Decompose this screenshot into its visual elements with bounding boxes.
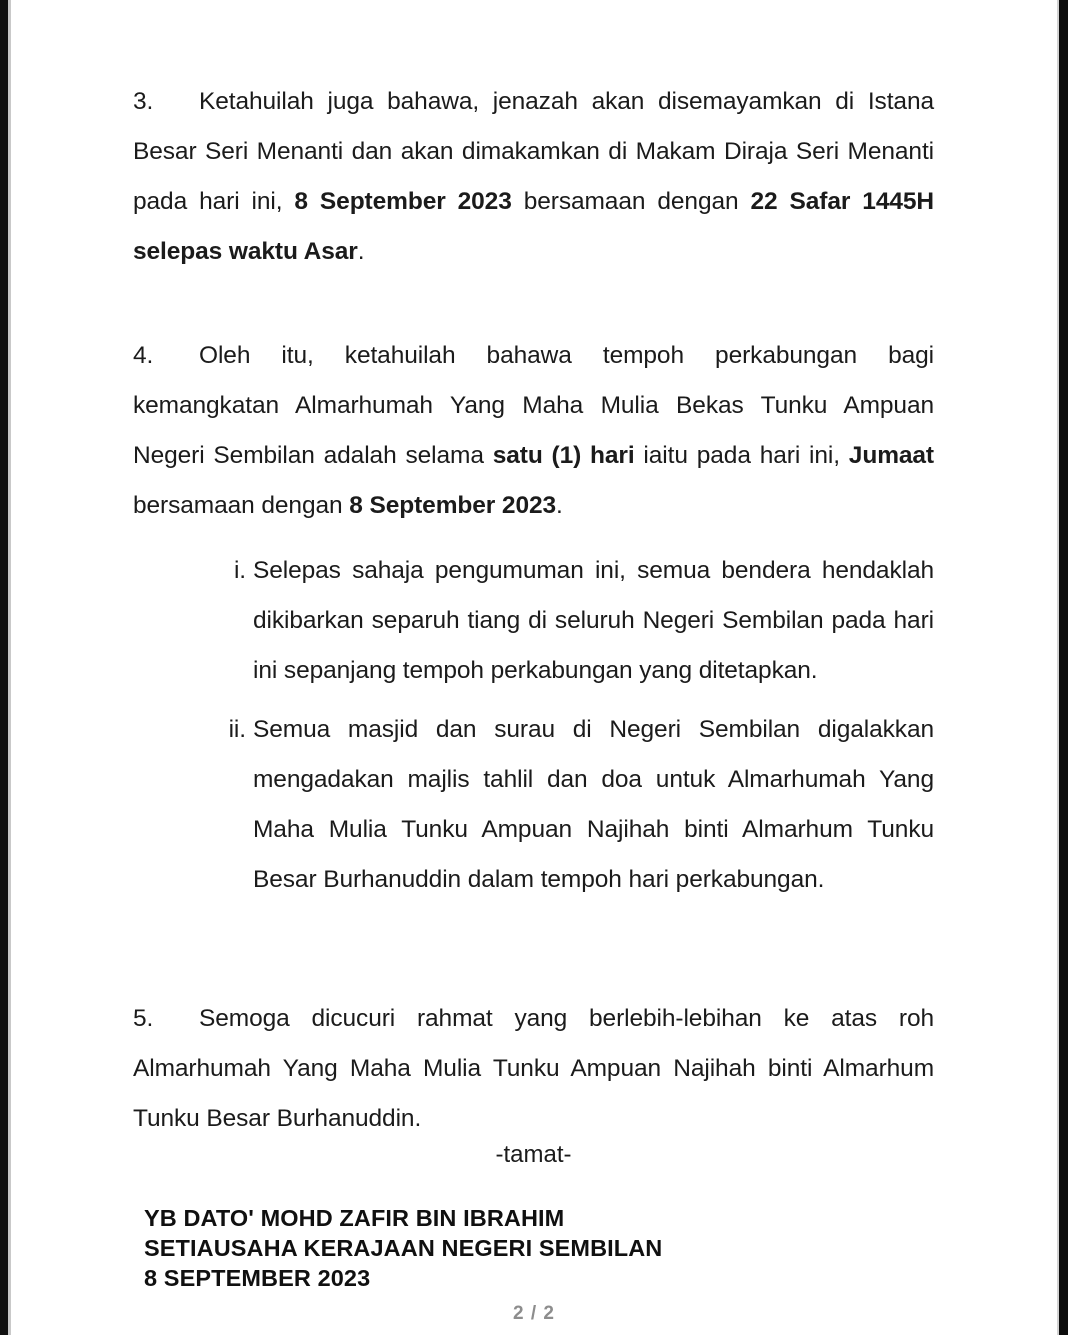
scan-edge-right-hairline (1057, 0, 1059, 1335)
paragraph-4-text (133, 342, 934, 519)
paragraph-5-text (133, 1005, 934, 1132)
paragraph-3-number: 3. (133, 87, 154, 115)
list-item-marker: ii. (228, 716, 246, 743)
text-run: Semoga dicucuri rahmat yang berlebih-lebihan ke atas roh Almarhumah Yang Maha Mulia Tunku Ampuan Najihah binti Almarhum Tunku Besar Burhanuddin. (133, 1004, 934, 1132)
emphasis-run: 8 September 2023 (349, 491, 557, 519)
emphasis-run: 22 Safar 1445H selepas waktu Asar (133, 187, 934, 265)
signatory-name: YB DATO' MOHD ZAFIR BIN IBRAHIM (144, 1205, 565, 1231)
emphasis-run: Jumaat (848, 441, 934, 469)
text-run: bersamaan dengan (511, 187, 751, 215)
text-run: . (556, 491, 563, 519)
page-number-footer: 2 / 2 (513, 1303, 555, 1324)
document-page (11, 0, 1057, 1335)
list-item-text: Semua masjid dan surau di Negeri Sembilan digalakkan mengadakan majlis tahlil dan doa untuk Almarhumah Yang Maha Mulia Tunku Ampuan Najihah binti Almarhum Tunku Besar Burhanuddin dalam tempoh hari perkabungan. (253, 716, 934, 893)
paragraph-3 (133, 77, 934, 277)
signature-block (144, 1203, 934, 1293)
list-item-text: Selepas sahaja pengumuman ini, semua bendera hendaklah dikibarkan separuh tiang di seluruh Negeri Sembilan pada hari ini sepanjang tempoh perkabungan yang ditetapkan. (253, 557, 934, 684)
paragraph-4 (133, 331, 934, 531)
text-run: . (357, 237, 365, 265)
paragraph-5 (133, 994, 934, 1144)
list-item-marker: i. (233, 557, 246, 584)
list-item (206, 705, 934, 905)
paragraph-3-text (133, 88, 934, 265)
text-run: Oleh itu, ketahuilah bahawa tempoh perkabungan bagi kemangkatan Almarhumah Yang Maha Mulia Bekas Tunku Ampuan Negeri Sembilan adalah selama (133, 341, 934, 469)
list-item (206, 546, 934, 696)
signatory-date: 8 SEPTEMBER 2023 (144, 1265, 371, 1291)
emphasis-run: 8 September 2023 (294, 187, 512, 215)
paragraph-5-number: 5. (133, 1004, 154, 1032)
text-run: bersamaan dengan (133, 491, 350, 519)
closing-mark: -tamat- (495, 1141, 572, 1168)
paragraph-4-number: 4. (133, 341, 154, 369)
scan-edge-right (1059, 0, 1068, 1335)
emphasis-run: satu (1) hari (492, 441, 635, 469)
signatory-title: SETIAUSAHA KERAJAAN NEGERI SEMBILAN (144, 1235, 663, 1261)
text-run: Ketahuilah juga bahawa, jenazah akan disemayamkan di Istana Besar Seri Menanti dan akan dimakamkan di Makam Diraja Seri Menanti pada hari ini, (133, 87, 934, 215)
roman-numeral-list (206, 546, 934, 905)
scan-edge-left (0, 0, 8, 1335)
text-run: iaitu pada hari ini, (634, 441, 849, 469)
